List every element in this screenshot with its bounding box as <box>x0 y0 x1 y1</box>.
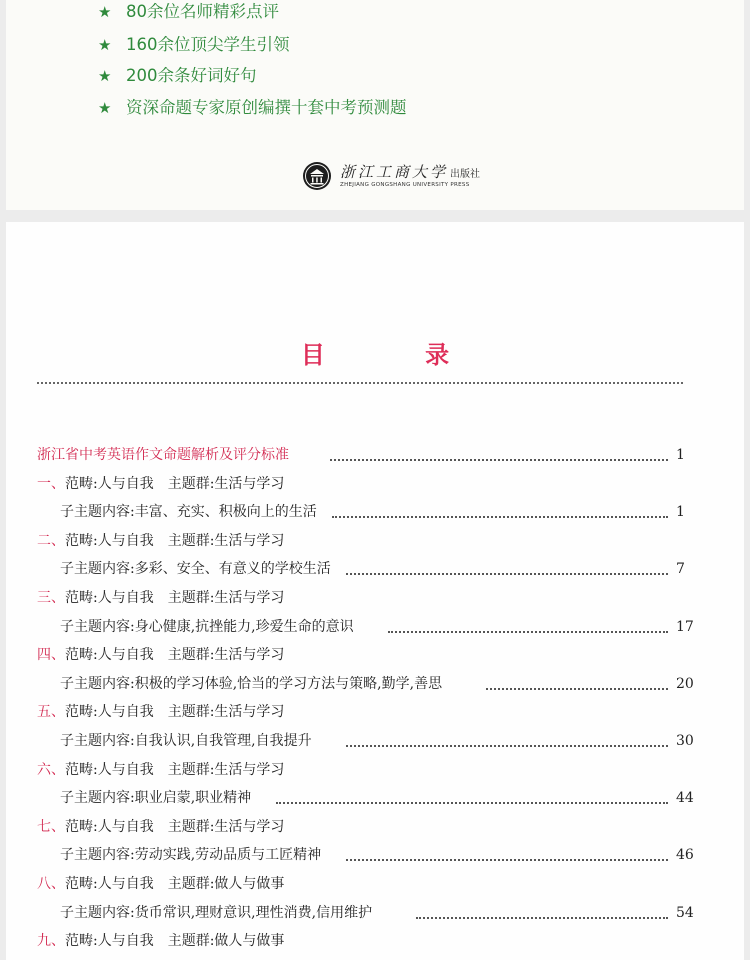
promo-text: 80余位名师精彩点评 <box>126 2 279 21</box>
section-number: 四、 <box>37 647 65 664</box>
toc-entry-label <box>60 614 358 640</box>
toc-entry-label <box>60 556 335 582</box>
toc-entry-text: 范畴:人与自我 主题群:生活与学习 <box>65 532 285 549</box>
toc-entry-label <box>60 499 321 525</box>
toc-entry-text: 子主题内容:身心健康,抗挫能力,珍爱生命的意识 <box>60 618 354 635</box>
toc-entry-label <box>37 928 288 954</box>
star-icon: ★ <box>98 3 112 21</box>
toc-subtopic-entry[interactable] <box>0 728 750 754</box>
toc-entry-text: 子主题内容:积极的学习体验,恰当的学习方法与策略,勤学,善思 <box>60 675 443 692</box>
toc-entry-text: 范畴:人与自我 主题群:做人与做事 <box>65 933 285 950</box>
toc-entry-label <box>37 642 288 668</box>
section-number: 七、 <box>37 818 65 835</box>
toc-entry-label <box>60 842 325 868</box>
page-number: 20 <box>676 675 694 692</box>
toc-entry-text: 子主题内容:自我认识,自我管理,自我提升 <box>60 733 312 749</box>
toc-entry-label <box>60 728 316 754</box>
toc-section-heading[interactable] <box>0 814 750 840</box>
section-number: 八、 <box>37 876 65 892</box>
section-number: 九、 <box>37 933 65 950</box>
promo-item <box>98 0 279 26</box>
page-number: 1 <box>676 447 685 463</box>
toc-entry-label <box>37 585 288 611</box>
toc-section-heading[interactable] <box>0 642 750 668</box>
dot-leader <box>332 516 668 518</box>
toc-entry-text: 范畴:人与自我 主题群:做人与做事 <box>65 876 285 892</box>
toc-entry-text: 范畴:人与自我 主题群:生活与学习 <box>65 704 285 721</box>
toc-subtopic-entry[interactable] <box>0 499 750 525</box>
toc-entry-text: 浙江省中考英语作文命题解析及评分标准 <box>37 447 289 463</box>
publisher-suffix: 出版社 <box>450 169 481 180</box>
section-number: 五、 <box>37 704 65 721</box>
toc-entry-label <box>37 757 288 783</box>
dot-leader <box>346 859 668 861</box>
toc-entry-label <box>37 528 288 554</box>
toc-section-heading[interactable] <box>0 528 750 554</box>
toc-entry-text: 子主题内容:货币常识,理财意识,理性消费,信用维护 <box>60 904 373 921</box>
dot-leader <box>388 631 668 633</box>
promo-item <box>98 94 407 122</box>
page-number: 17 <box>676 618 694 635</box>
dot-leader <box>346 573 668 575</box>
page-number: 54 <box>676 904 694 921</box>
toc-subtopic-entry[interactable] <box>0 785 750 811</box>
publisher-english-name: ZHEJIANG GONGSHANG UNIVERSITY PRESS <box>340 182 470 188</box>
toc-entry-label <box>37 871 288 897</box>
publisher-name: 浙江工商大学 出版社 <box>340 163 481 181</box>
toc-entry-label <box>37 471 288 497</box>
toc-section-heading[interactable] <box>0 871 750 897</box>
page-number: 44 <box>676 790 694 807</box>
toc-entry-text: 范畴:人与自我 主题群:生活与学习 <box>65 647 285 664</box>
toc-section-heading[interactable] <box>0 928 750 954</box>
promo-text: 资深命题专家原创编撰十套中考预测题 <box>126 98 407 117</box>
toc-entry-text: 子主题内容:职业启蒙,职业精神 <box>60 790 252 807</box>
toc-entry-text: 子主题内容:劳动实践,劳动品质与工匠精神 <box>60 847 322 864</box>
star-icon: ★ <box>98 36 112 54</box>
toc-entry-label <box>37 442 293 468</box>
promo-item <box>98 31 290 59</box>
dot-leader <box>486 688 668 690</box>
toc-entry-text: 子主题内容:丰富、充实、积极向上的生活 <box>60 504 317 521</box>
university-press-logo-icon <box>302 161 332 191</box>
toc-subtopic-entry[interactable] <box>0 614 750 640</box>
toc-entry-label <box>60 785 255 811</box>
toc-entry-intro[interactable] <box>0 442 750 468</box>
promo-text: 160余位顶尖学生引领 <box>126 35 290 54</box>
dot-leader <box>276 802 668 804</box>
toc-subtopic-entry[interactable] <box>0 556 750 582</box>
toc-section-heading[interactable] <box>0 471 750 497</box>
title-divider <box>37 382 683 384</box>
toc-section-heading[interactable] <box>0 699 750 725</box>
dot-leader <box>416 917 668 919</box>
toc-entry-text: 范畴:人与自我 主题群:生活与学习 <box>65 590 285 606</box>
toc-entry-text: 范畴:人与自我 主题群:生活与学习 <box>65 475 285 492</box>
toc-subtopic-entry[interactable] <box>0 842 750 868</box>
toc-entry-label <box>37 814 288 840</box>
dot-leader <box>346 745 668 747</box>
toc-subtopic-entry[interactable] <box>0 900 750 926</box>
promo-item <box>98 62 257 90</box>
toc-entry-label <box>37 699 288 725</box>
star-icon: ★ <box>98 67 112 85</box>
back-cover-panel <box>6 0 744 210</box>
page-number: 30 <box>676 733 694 749</box>
promo-text: 200余条好词好句 <box>126 66 257 85</box>
page-number: 46 <box>676 847 694 864</box>
section-number: 三、 <box>37 590 65 606</box>
toc-entry-text: 范畴:人与自我 主题群:生活与学习 <box>65 761 285 778</box>
toc-entry-text: 范畴:人与自我 主题群:生活与学习 <box>65 818 285 835</box>
page-number: 1 <box>676 504 685 521</box>
toc-entry-text: 子主题内容:多彩、安全、有意义的学校生活 <box>60 561 331 578</box>
toc-entry-label <box>60 671 446 697</box>
star-icon: ★ <box>98 99 112 117</box>
toc-entry-label <box>60 900 376 926</box>
toc-title: 目 录 <box>300 341 496 369</box>
toc-subtopic-entry[interactable] <box>0 671 750 697</box>
toc-section-heading[interactable] <box>0 585 750 611</box>
publisher-mark <box>302 160 502 196</box>
section-number: 六、 <box>37 761 65 778</box>
dot-leader <box>330 459 668 461</box>
page-number: 7 <box>676 561 685 578</box>
section-number: 二、 <box>37 532 65 549</box>
toc-section-heading[interactable] <box>0 757 750 783</box>
section-number: 一、 <box>37 475 65 492</box>
